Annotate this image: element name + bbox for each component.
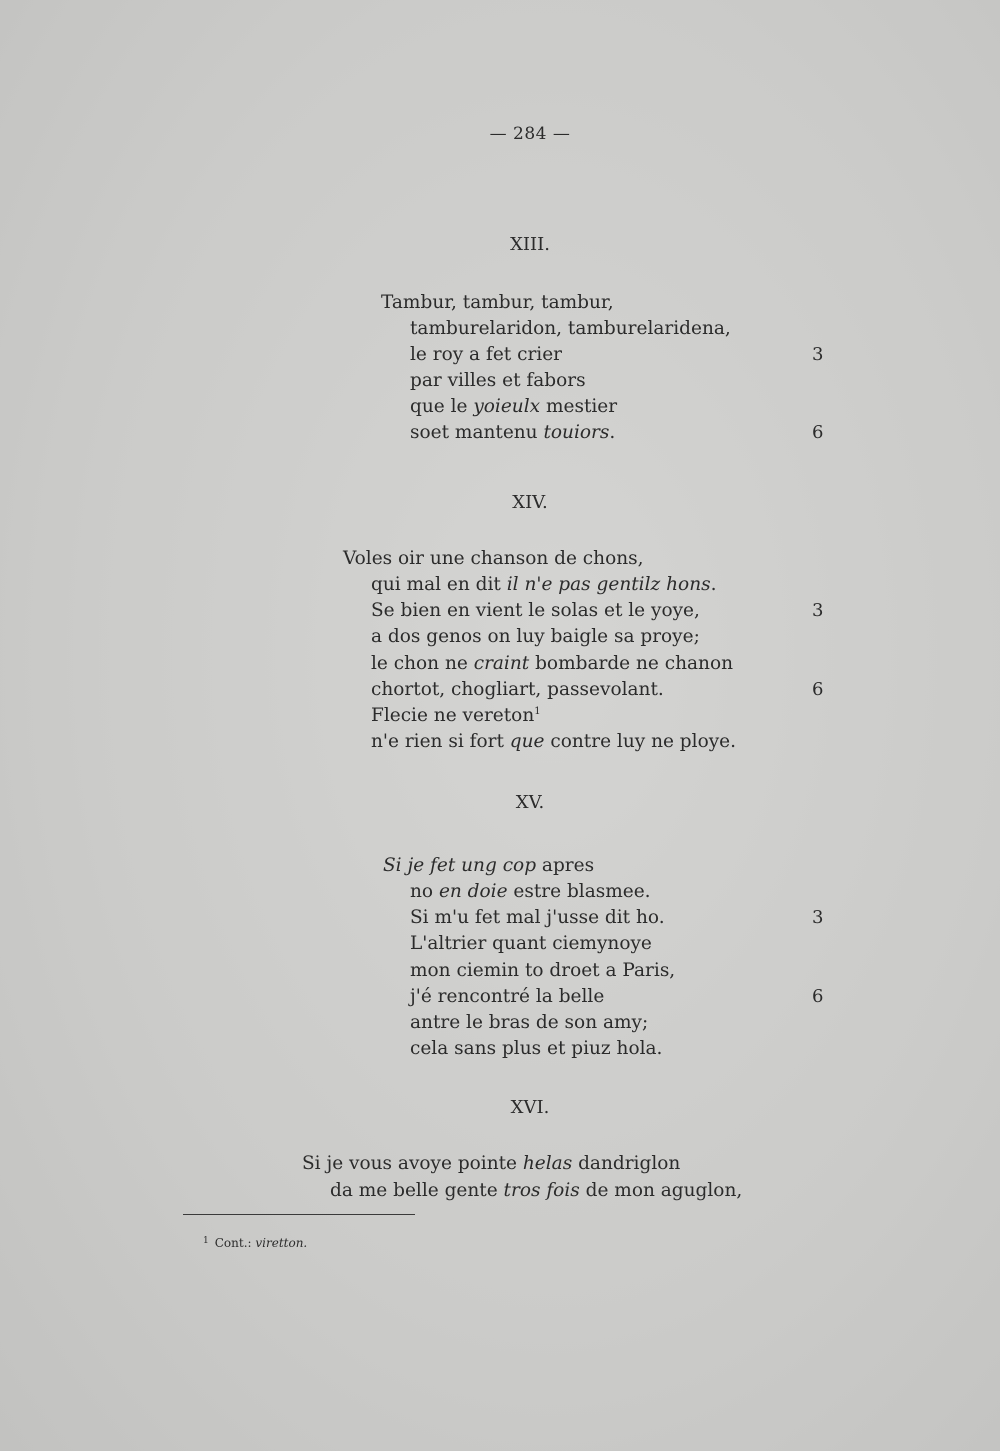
- line-number: 3: [812, 344, 824, 365]
- verse-line: Si je fet ung cop apres: [383, 855, 595, 876]
- verse-line: qui mal en dit il n'e pas gentilz hons.: [371, 574, 717, 595]
- footnote-text: viretton.: [255, 1236, 308, 1250]
- verse-line: chortot, chogliart, passevolant.: [371, 679, 664, 700]
- verse-line: cela sans plus et piuz hola.: [410, 1038, 663, 1059]
- section-heading: XIII.: [510, 234, 550, 255]
- verse-line: tamburelaridon, tamburelaridena,: [410, 318, 731, 339]
- footnote-label: Cont.:: [214, 1236, 256, 1250]
- footnote-mark: 1: [203, 1236, 209, 1246]
- verse-line: n'e rien si fort que contre luy ne ploye.: [371, 731, 736, 752]
- verse-line: a dos genos on luy baigle sa proye;: [371, 626, 700, 647]
- verse-line: Tambur, tambur, tambur,: [381, 292, 614, 313]
- verse-line: Si je vous avoye pointe helas dandriglon: [302, 1153, 681, 1174]
- page-number: — 284 —: [489, 124, 571, 144]
- verse-line: Voles oir une chanson de chons,: [343, 548, 644, 569]
- section-heading: XIV.: [512, 492, 548, 513]
- line-number: 6: [812, 986, 824, 1007]
- verse-line: soet mantenu touiors.: [410, 422, 616, 443]
- section-heading: XVI.: [510, 1097, 550, 1118]
- verse-line: le roy a fet crier: [410, 344, 562, 365]
- verse-line: Si m'u fet mal j'usse dit ho.: [410, 907, 665, 928]
- verse-line: L'altrier quant ciemynoye: [410, 933, 652, 954]
- verse-line: antre le bras de son amy;: [410, 1012, 649, 1033]
- verse-line: Flecie ne vereton$^1$: [371, 705, 541, 726]
- footnote: [203, 1236, 307, 1250]
- line-number: 6: [812, 422, 824, 443]
- line-number: 3: [812, 600, 824, 621]
- verse-line: par villes et fabors: [410, 370, 586, 391]
- footnote-rule: [183, 1214, 415, 1215]
- footnote-ref: 1: [534, 705, 541, 717]
- section-heading: XV.: [515, 792, 545, 813]
- verse-line: j'é rencontré la belle: [410, 986, 605, 1007]
- line-number: 6: [812, 679, 824, 700]
- verse-line: que le yoieulx mestier: [410, 396, 618, 417]
- verse-line: da me belle gente tros fois de mon aguglon,: [330, 1180, 743, 1201]
- verse-line: mon ciemin to droet a Paris,: [410, 960, 676, 981]
- verse-line: le chon ne craint bombarde ne chanon: [371, 653, 734, 674]
- line-number: 3: [812, 907, 824, 928]
- verse-line: Se bien en vient le solas et le yoye,: [371, 600, 700, 621]
- verse-line: no en doie estre blasmee.: [410, 881, 651, 902]
